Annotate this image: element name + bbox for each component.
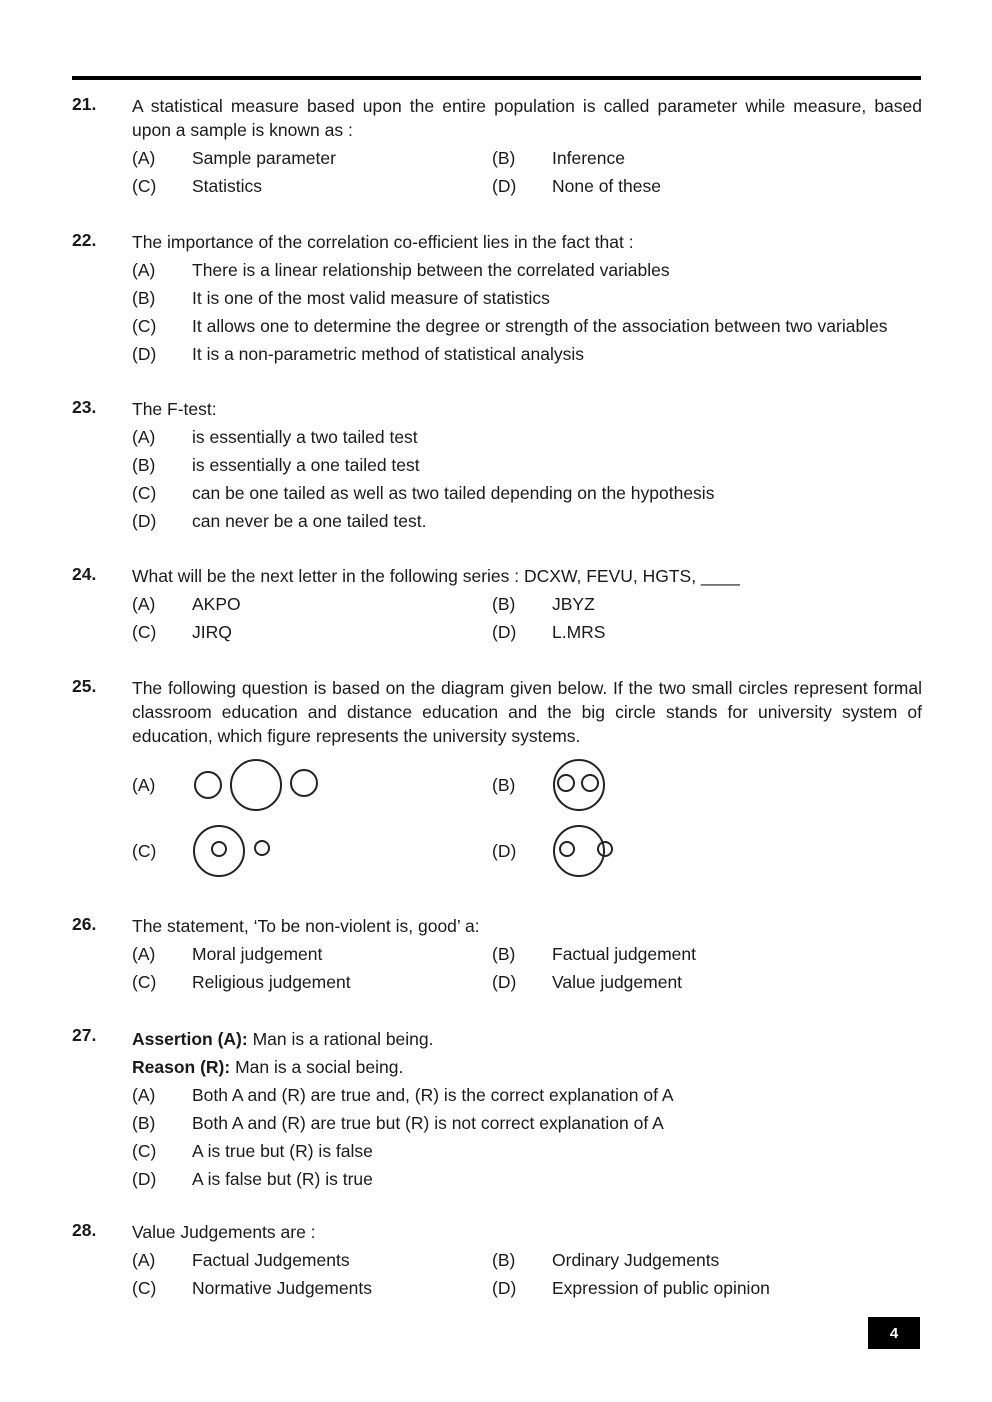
question-28	[72, 1220, 922, 1302]
question-22	[72, 230, 922, 368]
option-d: (D) Value judgement	[492, 972, 683, 992]
venn-diagram-d-icon	[552, 822, 622, 880]
question-text: What will be the next letter in the following series : DCXW, FEVU, HGTS, ____	[132, 566, 740, 586]
question-text: The following question is based on the diagram given below. If the two small circles represent formal classroom education and distance education and the big circle stands for university system of education, which figure represents the university systems.	[132, 678, 922, 746]
option-d: (D) Expression of public opinion	[492, 1278, 770, 1298]
assertion: Assertion (A): Man is a rational being.	[132, 1029, 434, 1049]
question-21	[72, 94, 922, 200]
question-number: 22.	[72, 230, 97, 250]
option-b: (B) It is one of the most valid measure of statistics	[132, 288, 550, 308]
option-a: (A) Both A and (R) are true and, (R) is the correct explanation of A	[132, 1085, 674, 1105]
option-a: (A) Factual Judgements	[132, 1250, 350, 1270]
question-number: 25.	[72, 676, 97, 696]
venn-diagram-a-icon	[192, 756, 332, 814]
option-d: (D) A is false but (R) is true	[132, 1169, 373, 1189]
option-b: (B) is essentially a one tailed test	[132, 455, 420, 475]
question-26	[72, 914, 922, 996]
option-a: (A) is essentially a two tailed test	[132, 427, 418, 447]
question-number: 26.	[72, 914, 97, 934]
option-b: (B) Ordinary Judgements	[492, 1250, 720, 1270]
question-number: 24.	[72, 564, 97, 584]
option-c: (C) Normative Judgements	[132, 1278, 372, 1298]
question-number: 21.	[72, 94, 97, 114]
question-24	[72, 564, 922, 646]
question-23	[72, 397, 922, 535]
question-text: A statistical measure based upon the entire population is called parameter while measure, based upon a sample is known as :	[132, 96, 922, 140]
option-b: (B) Inference	[492, 148, 625, 168]
option-b: (B) JBYZ	[492, 594, 595, 614]
option-d: (D)	[492, 822, 852, 880]
option-c: (C) JIRQ	[132, 622, 232, 642]
question-text: The importance of the correlation co-efficient lies in the fact that :	[132, 232, 634, 252]
option-d: (D) None of these	[492, 176, 661, 196]
option-a: (A)	[132, 756, 492, 814]
option-c: (C) can be one tailed as well as two tailed depending on the hypothesis	[132, 483, 715, 503]
venn-diagram-b-icon	[552, 756, 612, 814]
option-a: (A) AKPO	[132, 594, 241, 614]
question-text: The statement, ‘To be non-violent is, good’ a:	[132, 916, 480, 936]
header-rule	[72, 76, 921, 80]
option-c: (C)	[132, 822, 492, 880]
option-c: (C) Statistics	[132, 176, 263, 196]
question-number: 23.	[72, 397, 97, 417]
question-number: 27.	[72, 1025, 97, 1045]
option-b: (B) Both A and (R) are true but (R) is not correct explanation of A	[132, 1113, 664, 1133]
question-number: 28.	[72, 1220, 97, 1240]
option-c: (C) It allows one to determine the degree or strength of the association between two variables	[132, 316, 888, 336]
option-a: (A) Sample parameter	[132, 148, 336, 168]
question-27	[72, 1025, 922, 1193]
option-b: (B)	[492, 756, 852, 814]
page-number-badge: 4	[868, 1317, 920, 1349]
option-d: (D) L.MRS	[492, 622, 606, 642]
reason: Reason (R): Man is a social being.	[132, 1057, 404, 1077]
question-text: Value Judgements are :	[132, 1222, 316, 1242]
option-a: (A) Moral judgement	[132, 944, 323, 964]
option-c: (C) A is true but (R) is false	[132, 1141, 373, 1161]
question-text: The F-test:	[132, 399, 217, 419]
option-d: (D) It is a non-parametric method of statistical analysis	[132, 344, 584, 364]
option-d: (D) can never be a one tailed test.	[132, 511, 427, 531]
venn-diagram-c-icon	[192, 822, 282, 880]
question-25	[72, 676, 922, 884]
option-a: (A) There is a linear relationship between the correlated variables	[132, 260, 670, 280]
option-c: (C) Religious judgement	[132, 972, 351, 992]
option-b: (B) Factual judgement	[492, 944, 696, 964]
